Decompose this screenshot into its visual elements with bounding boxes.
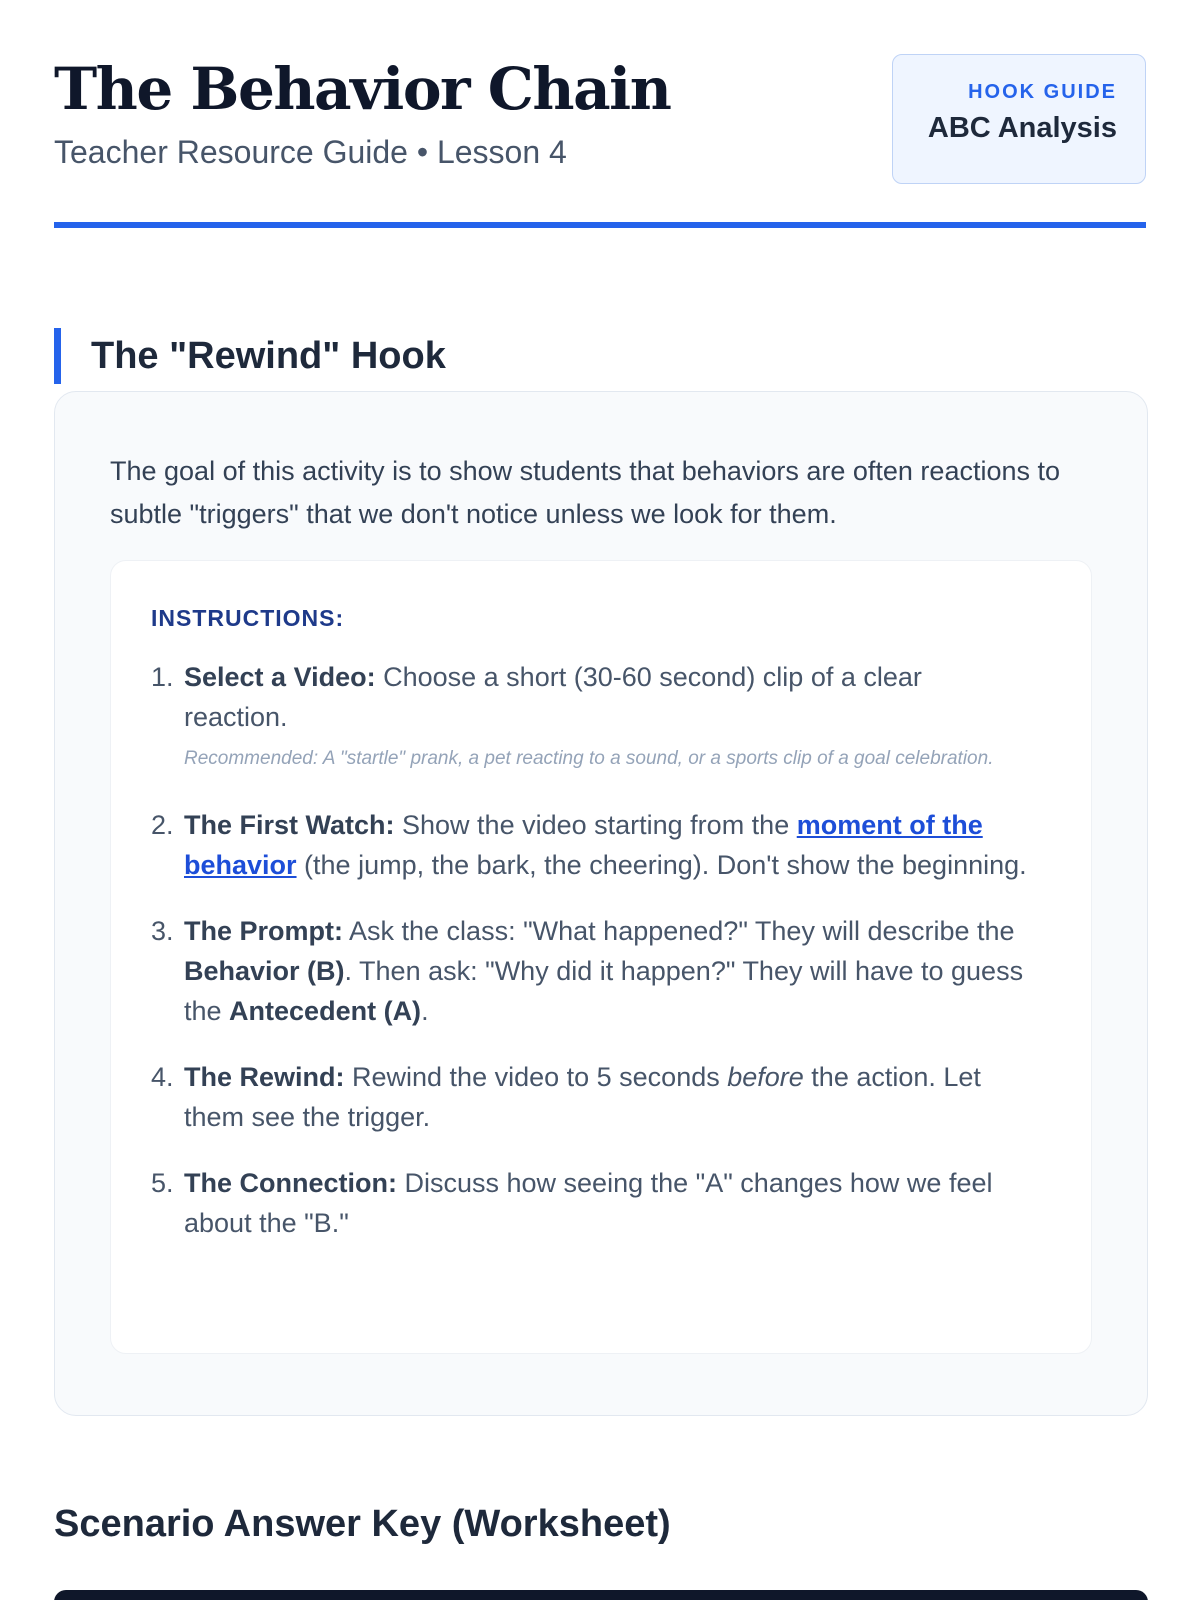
hook-guide-badge (892, 54, 1146, 184)
step-text: . (421, 996, 429, 1026)
step-title: The Connection: (184, 1168, 397, 1198)
badge-label: HOOK GUIDE (968, 81, 1117, 103)
document-title: The Behavior Chain (54, 55, 671, 123)
step-number: 3. (151, 916, 174, 946)
step-number: 2. (151, 810, 174, 840)
behavior-term: Behavior (B) (184, 956, 345, 986)
step-text: Discuss how seeing the "A" changes how we feel about the "B." (184, 1168, 993, 1238)
step-title: Select a Video: (184, 662, 376, 692)
answer-key-table-header (54, 1590, 1148, 1600)
step-3 (151, 911, 1031, 1031)
step-number: 4. (151, 1062, 174, 1092)
step-title: The Rewind: (184, 1062, 345, 1092)
document-header (54, 0, 1146, 228)
hook-intro-text: The goal of this activity is to show students that behaviors are often reactions to subtle "triggers" that we don't notice unless we look for them. (110, 456, 1061, 529)
step-title: The First Watch: (184, 810, 395, 840)
step-text: the action. Let them see the trigger. (184, 1062, 981, 1132)
step-number: 1. (151, 662, 174, 692)
step-4 (151, 1057, 1031, 1137)
emphasis-before: before (727, 1062, 804, 1092)
step-text: Ask the class: "What happened?" They will describe the (343, 916, 1015, 946)
step-number: 5. (151, 1168, 174, 1198)
step-2 (151, 805, 1031, 885)
step-text: (the jump, the bark, the cheering). Don't show the beginning. (296, 850, 1027, 880)
step-text: Choose a short (30-60 second) clip of a clear reaction. (184, 662, 922, 732)
step-note: Recommended: A "startle" prank, a pet reacting to a sound, or a sports clip of a goal celebration. (184, 748, 994, 769)
step-title: The Prompt: (184, 916, 343, 946)
antecedent-term: Antecedent (A) (229, 996, 422, 1026)
rewind-hook-heading: The "Rewind" Hook (54, 328, 446, 384)
answer-key-heading: Scenario Answer Key (Worksheet) (54, 1503, 671, 1545)
step-text: Rewind the video to 5 seconds (344, 1062, 728, 1092)
instruction-steps (151, 657, 1031, 1269)
document-subtitle: Teacher Resource Guide • Lesson 4 (54, 134, 567, 170)
rewind-hook-card (54, 391, 1148, 1416)
step-text: . Then ask: "Why did it happen?" They will have to guess the (184, 956, 1024, 1026)
step-text: Show the video starting from the (394, 810, 797, 840)
instructions-label: INSTRUCTIONS: (151, 605, 345, 631)
badge-value: ABC Analysis (927, 112, 1117, 144)
instructions-panel (110, 560, 1092, 1354)
step-5 (151, 1163, 1031, 1243)
moment-of-behavior-link[interactable]: moment of the behavior (184, 810, 983, 880)
step-1 (151, 657, 1031, 779)
